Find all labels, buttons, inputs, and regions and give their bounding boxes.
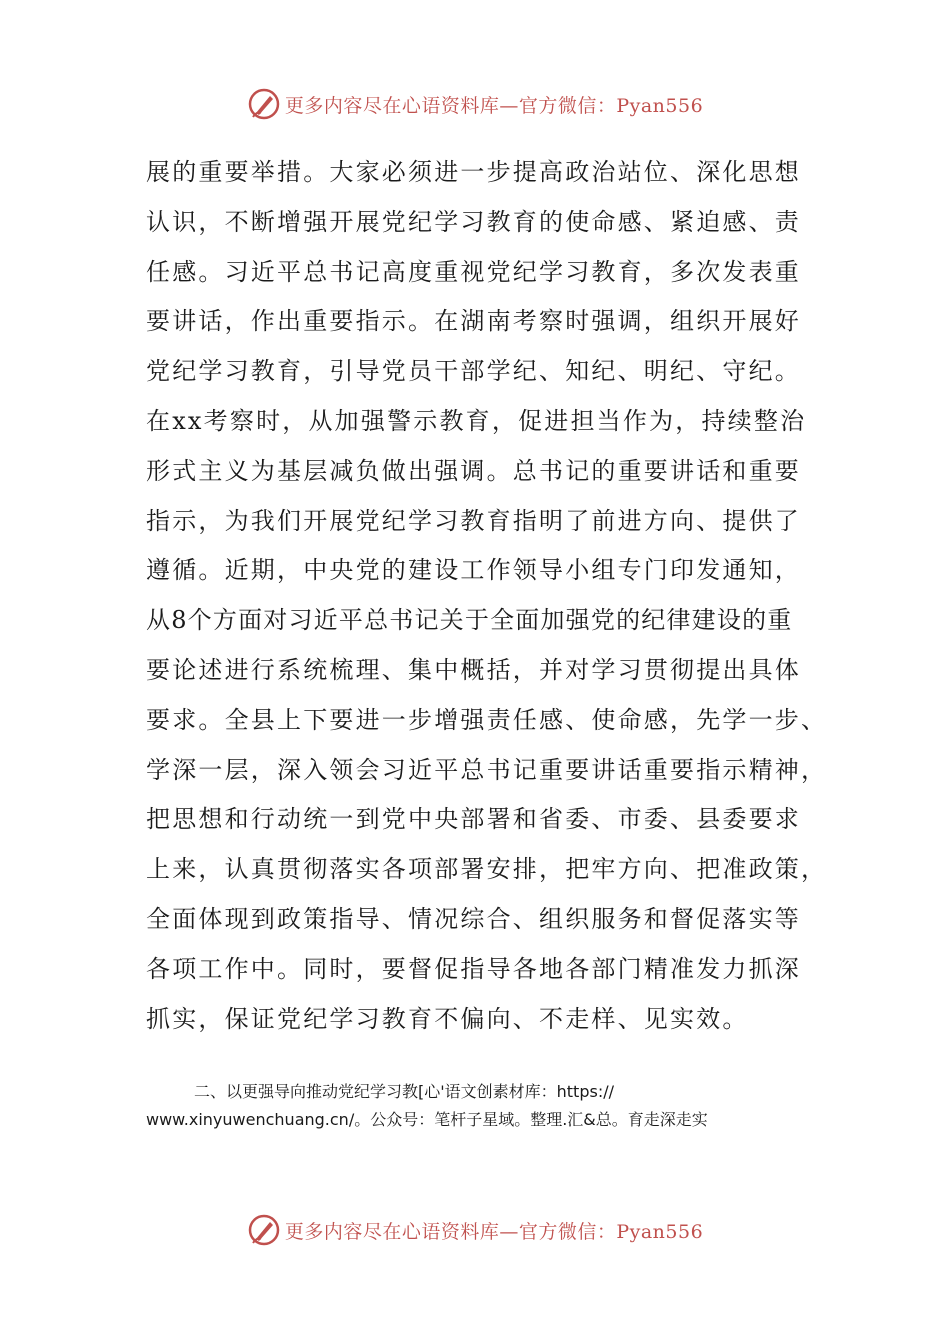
body-line: 上来，认真贯彻落实各项部署安排，把牢方向、把准政策， [146,855,828,884]
body-line: 指示，为我们开展党纪学习教育指明了前进方向、提供了 [146,506,801,535]
pen-logo-icon [247,87,281,121]
body-line: 从8个方面对习近平总书记关于全面加强党的纪律建设的重 [146,606,793,635]
body-line: 抓实，保证党纪学习教育不偏向、不走样、见实效。 [146,1004,749,1033]
body-line: 全面体现到政策指导、情况综合、组织服务和督促落实等 [146,904,801,933]
body-line: 党纪学习教育，引导党员干部学纪、知纪、明纪、守纪。 [146,357,801,386]
body-line: 形式主义为基层减负做出强调。总书记的重要讲话和重要 [146,456,801,485]
body-line: 各项工作中。同时，要督促指导各地各部门精准发力抓深 [146,954,801,983]
body-line: 认识，不断增强开展党纪学习教育的使命感、紧迫感、责 [146,207,801,236]
pen-logo-icon [247,1213,281,1247]
body-line: 任感。习近平总书记高度重视党纪学习教育，多次发表重 [146,257,801,286]
body-line: 展的重要举措。大家必须进一步提高政治站位、深化思想 [146,158,801,186]
body-line: 要求。全县上下要进一步增强责任感、使命感，先学一步、 [146,705,828,734]
footer-banner-text: 更多内容尽在心语资料库—官方微信：Pyan556 [284,1220,704,1243]
header-banner [0,84,950,124]
note-line: www.xinyuwenchuang.cn/。公众号：笔杆子星域。整理.汇&总。育走深走实 [146,1110,708,1129]
note-line: 二、以更强导向推动党纪学习教[心'语文创素材库：https:// [194,1082,614,1101]
body-line: 要论述进行系统梳理、集中概括，并对学习贯彻提出具体 [146,655,801,684]
body-line: 学深一层，深入领会习近平总书记重要讲话重要指示精神， [146,755,828,784]
header-banner-text: 更多内容尽在心语资料库—官方微信：Pyan556 [284,94,704,117]
body-line: 遵循。近期，中央党的建设工作领导小组专门印发通知， [146,556,801,585]
section-note [146,1078,826,1134]
body-line: 要讲话，作出重要指示。在湖南考察时强调，组织开展好 [146,307,801,336]
body-line: 在xx考察时，从加强警示教育，促进担当作为，持续整治 [146,406,807,435]
body-line: 把思想和行动统一到党中央部署和省委、市委、县委要求 [146,805,801,834]
footer-banner [0,1210,950,1250]
document-body [146,148,828,1044]
